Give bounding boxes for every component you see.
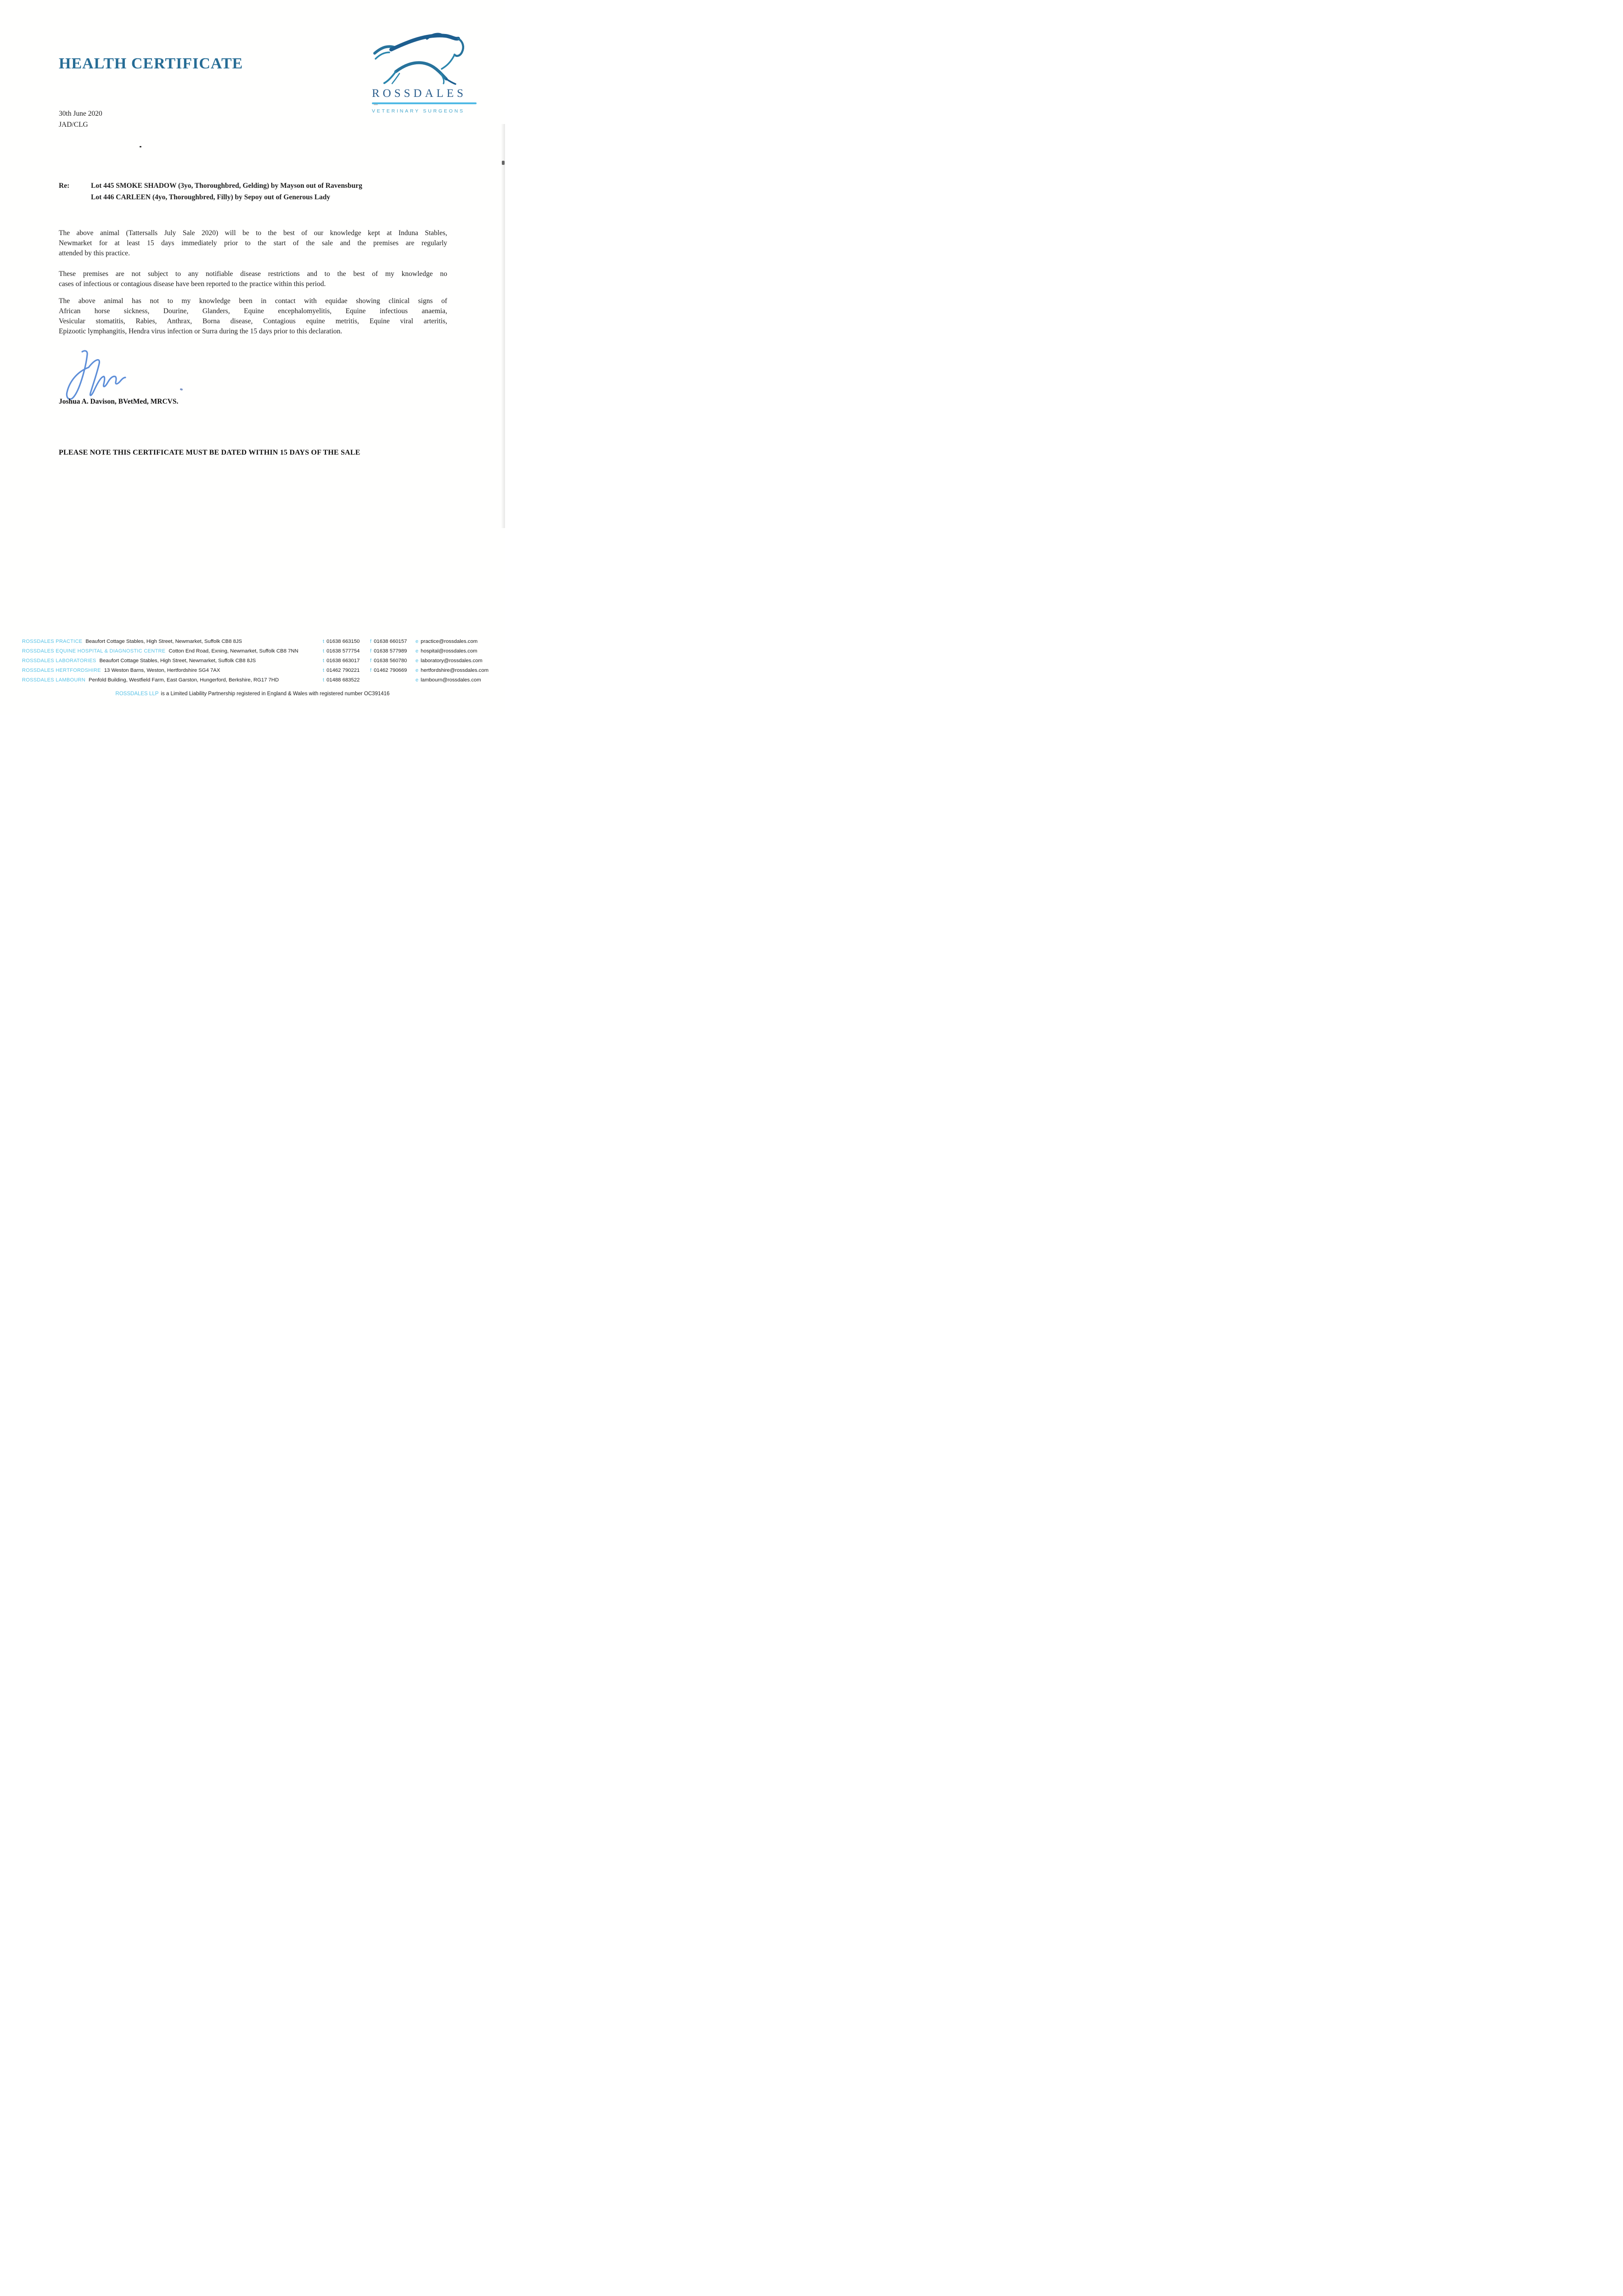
- subject-block: [59, 180, 362, 203]
- email-address: hertfordshire@rossdales.com: [421, 668, 489, 673]
- office-name: ROSSDALES PRACTICE: [22, 639, 83, 644]
- tel-number: 01638 663017: [326, 658, 360, 664]
- tel-label: t: [323, 658, 325, 664]
- subject-line-1: Lot 445 SMOKE SHADOW (3yo, Thoroughbred, Gelding) by Mayson out of Ravensburg: [91, 182, 362, 190]
- tel-number: 01488 683522: [326, 677, 360, 683]
- body-line: African horse sickness, Dourine, Glanders, Equine encephalomyelitis, Equine infectious anaemia,: [59, 307, 447, 315]
- logo-tagline: VETERINARY SURGEONS: [372, 108, 465, 114]
- office-name: ROSSDALES EQUINE HOSPITAL & DIAGNOSTIC CENTRE: [22, 648, 166, 654]
- office-name: ROSSDALES LABORATORIES: [22, 658, 96, 664]
- letter-date: 30th June 2020: [59, 110, 102, 118]
- subject-line-2: Lot 446 CARLEEN (4yo, Thoroughbred, Filly) by Sepoy out of Generous Lady: [91, 193, 331, 201]
- body-line: Epizootic lymphangitis, Hendra virus infection or Surra during the 15 days prior to this declaration.: [59, 327, 343, 335]
- registration-prefix: ROSSDALES LLP: [115, 691, 159, 697]
- notice-line: PLEASE NOTE THIS CERTIFICATE MUST BE DATED WITHIN 15 DAYS OF THE SALE: [59, 449, 360, 456]
- body-line: These premises are not subject to any notifiable disease restrictions and to the best of my knowledge no: [59, 270, 447, 278]
- re-label: Re:: [59, 182, 70, 190]
- office-name: ROSSDALES HERTFORDSHIRE: [22, 668, 101, 673]
- email-label: e: [416, 677, 419, 683]
- office-row-hertfordshire: [22, 668, 490, 677]
- registration-line: [0, 691, 505, 697]
- tel-label: t: [323, 668, 325, 673]
- footer-offices: [22, 639, 490, 687]
- email-address: laboratory@rossdales.com: [421, 658, 483, 664]
- office-address: Penfold Building, Westfield Farm, East Garston, Hungerford, Berkshire, RG17 7HD: [89, 677, 279, 683]
- rossdales-logo: [372, 29, 477, 114]
- body-line: Newmarket for at least 15 days immediately prior to the start of the sale and the premises are regularly: [59, 239, 447, 247]
- fax-label: f: [370, 648, 372, 654]
- body-line: The above animal has not to my knowledge been in contact with equidae showing clinical signs of: [59, 297, 447, 305]
- tel-number: 01638 577754: [326, 648, 360, 654]
- certificate-page: [0, 0, 505, 715]
- email-label: e: [416, 668, 419, 673]
- fax-number: 01462 790669: [374, 668, 407, 673]
- body-line: attended by this practice.: [59, 249, 130, 257]
- office-row-hospital: [22, 648, 490, 658]
- email-address: lambourn@rossdales.com: [421, 677, 481, 683]
- page-title: HEALTH CERTIFICATE: [59, 55, 243, 72]
- office-address: Cotton End Road, Exning, Newmarket, Suffolk CB8 7NN: [168, 648, 298, 654]
- signatory-name: Joshua A. Davison, BVetMed, MRCVS.: [59, 398, 179, 405]
- paragraph-restrictions: [59, 269, 447, 289]
- fax-label: f: [370, 668, 372, 673]
- email-label: e: [416, 648, 419, 654]
- letter-reference: JAD/CLG: [59, 121, 88, 129]
- tel-label: t: [323, 677, 325, 683]
- tel-label: t: [323, 648, 325, 654]
- horse-logo-icon: [372, 29, 477, 85]
- email-label: e: [416, 639, 419, 644]
- office-address: Beaufort Cottage Stables, High Street, Newmarket, Suffolk CB8 8JS: [99, 658, 256, 664]
- body-line: cases of infectious or contagious disease have been reported to the practice within this period.: [59, 280, 326, 288]
- office-address: 13 Weston Barns, Weston, Hertfordshire SG4 7AX: [104, 668, 220, 673]
- scan-artifact-dot: [140, 146, 141, 147]
- signature-graphic: [53, 349, 191, 403]
- tel-label: t: [323, 639, 325, 644]
- paragraph-diseases: [59, 296, 447, 337]
- office-address: Beaufort Cottage Stables, High Street, Newmarket, Suffolk CB8 8JS: [85, 639, 242, 644]
- fax-number: 01638 577989: [374, 648, 407, 654]
- logo-wordmark: ROSSDALES: [372, 87, 467, 100]
- office-row-lambourn: [22, 677, 490, 687]
- email-address: hospital@rossdales.com: [421, 648, 477, 654]
- office-row-practice: [22, 639, 490, 648]
- email-address: practice@rossdales.com: [421, 639, 478, 644]
- fax-number: 01638 560780: [374, 658, 407, 664]
- office-row-laboratories: [22, 658, 490, 668]
- scan-artifact-smudge: [374, 104, 378, 105]
- paragraph-premises: [59, 228, 447, 259]
- scan-artifact-edge-strip: [501, 124, 505, 528]
- tel-number: 01638 663150: [326, 639, 360, 644]
- fax-label: f: [370, 658, 372, 664]
- office-name: ROSSDALES LAMBOURN: [22, 677, 86, 683]
- email-label: e: [416, 658, 419, 664]
- registration-text: is a Limited Liability Partnership registered in England & Wales with registered number OC391416: [161, 691, 390, 697]
- date-block: [59, 108, 102, 130]
- logo-rule: [372, 102, 477, 104]
- fax-label: f: [370, 639, 372, 644]
- fax-number: 01638 660157: [374, 639, 407, 644]
- body-line: Vesicular stomatitis, Rabies, Anthrax, Borna disease, Contagious equine metritis, Equine viral arteritis,: [59, 317, 447, 325]
- scan-artifact-edge-blob: [502, 161, 505, 165]
- body-line: The above animal (Tattersalls July Sale 2020) will be to the best of our knowledge kept at Induna Stables,: [59, 229, 447, 237]
- tel-number: 01462 790221: [326, 668, 360, 673]
